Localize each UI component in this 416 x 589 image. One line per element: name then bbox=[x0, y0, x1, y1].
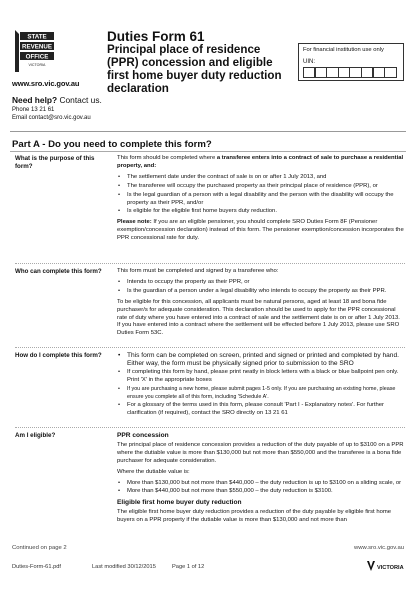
uin-cell[interactable] bbox=[349, 67, 361, 78]
uin-cell[interactable] bbox=[384, 67, 396, 78]
victoria-government-logo bbox=[367, 560, 405, 572]
svg-text:VICTORIA: VICTORIA bbox=[377, 565, 404, 571]
answer-who: This form must be completed and signed by a transferee who: • Intends to occupy the property as their PPR, or • Is the guardian of a person under a legal disability who intends to occupy the property as their PPR. To be eligible for this concession, all applicants must be natural persons, aged at least 18 and bona fide purchaser/s for adequate consideration. This declaration should be used to apply for the PPR concessional rate of duty where you have entered into a contract of sale and the settlement date is on or after 1 July 2013. If you have entered into a contract where the settlement will be effected before 1 July 2013, please use SRO Duties Form 53C. bbox=[117, 268, 404, 341]
logo-line-3: OFFICE bbox=[25, 53, 49, 61]
uin-cell[interactable] bbox=[361, 67, 373, 78]
divider bbox=[15, 263, 405, 264]
logo-line-1: STATE bbox=[27, 33, 47, 41]
continued-note: Continued on page 2 bbox=[12, 545, 67, 551]
question-purpose: What is the purpose of this form? bbox=[15, 155, 95, 170]
note: Please note: If you are an eligible pensioner, you should complete SRO Duties Form 8F (Pensioner exemption/concession declaration) instead of this form. The pensioner exemption/concession incorporates the PPR concessional rate for duty. bbox=[117, 219, 404, 242]
uin-input-grid[interactable] bbox=[303, 67, 396, 78]
answer-eligible: PPR concession The principal place of residence concession provides a reduction of the duty payable of up to $3100 on a PPR where the dutiable value is more than $130,000 but not more than $550,000 and the transferee is a bona fide purchaser for adequate consideration. Where the dutiable value is: • More than $130,000 but not more than $440,000 – the duty reduction is up to $3100 on a sliding scale, or • More than $440,000 but not more than $550,000 – the duty reduction is $3100. Eligible first home buyer duty reduction The eligible first home buyer duty reduction provides a reduction of the duty payable by eligible first home buyers on a PPR property if the dutiable value is more than $130,000 and not more than bbox=[117, 432, 404, 528]
question-who: Who can complete this form? bbox=[15, 268, 102, 275]
website-link[interactable]: www.sro.vic.gov.au bbox=[354, 545, 404, 551]
question-how: How do I complete this form? bbox=[15, 352, 102, 359]
logo-line-4: VICTORIA bbox=[28, 63, 46, 67]
list-item: • The settlement date under the contract of sale is on or after 1 July 2013, and bbox=[117, 174, 404, 182]
divider bbox=[10, 131, 406, 132]
footer-filename: Duties-Form-61.pdf bbox=[12, 564, 61, 570]
list-item: • Intends to occupy the property as their PPR, or bbox=[117, 279, 404, 287]
form-title: Principal place of residence (PPR) concession and eligible first home buyer duty reduction declaration bbox=[107, 43, 282, 95]
email[interactable]: Email contact@sro.vic.gov.au bbox=[12, 115, 91, 121]
uin-cell[interactable] bbox=[303, 67, 315, 78]
divider bbox=[15, 347, 405, 348]
divider bbox=[15, 427, 405, 428]
uin-cell[interactable] bbox=[326, 67, 338, 78]
list-item: • Is the legal guardian of a person with a legal disability and the person with the disability will occupy the property as their PPR, and/or bbox=[117, 192, 404, 208]
answer-purpose: This form should be completed where a transferee enters into a contract of sale to purchase a residential property, and: • The settlement date under the contract of sale is on or after 1 July 2013, and • The transferee will occupy the purchased property as their principal place of residence (PPR), or • Is the legal guardian of a person with a legal disability and the person with the disability will occupy the property as their PPR, and/or • Is eligible for the eligible first home buyers duty reduction. Please note: If you are an eligible pensioner, you should complete SRO Duties Form 8F (Pensioner exemption/concession declaration) instead of this form. The pensioner exemption/concession incorporates the PPR concessional rate for duty. bbox=[117, 155, 404, 246]
list-item: • The transferee will occupy the purchased property as their principal place of residence (PPR), or bbox=[117, 183, 404, 191]
answer-how bbox=[117, 352, 404, 421]
uin-cell[interactable] bbox=[315, 67, 327, 78]
contact-details bbox=[12, 106, 91, 122]
part-a-title: Part A - Do you need to complete this form? bbox=[12, 139, 212, 150]
financial-institution-box bbox=[298, 43, 404, 81]
list-item: • This form can be completed on screen, printed and signed or printed and completed by hand. Either way, the form must be physically signed prior to submission to the SRO bbox=[117, 352, 404, 368]
list-item: • Is the guardian of a person under a legal disability who intends to occupy the property as their PPR. bbox=[117, 288, 404, 296]
phone: Phone 13 21 61 bbox=[12, 107, 55, 113]
uin-cell[interactable] bbox=[373, 67, 385, 78]
need-help: Need help? Contact us. bbox=[12, 95, 102, 105]
list-item: • More than $440,000 but not more than $550,000 – the duty reduction is $3100. bbox=[117, 488, 404, 496]
list-item: • If completing this form by hand, please print neatly in block letters with a black or blue ballpoint pen only. Print 'X' in the appropriate boxes bbox=[117, 369, 404, 385]
list-item: • For a glossary of the terms used in this form, please consult 'Part I - Explanatory notes'. For further clarification (if required), contact the SRO directly on 13 21 61 bbox=[117, 402, 404, 418]
uin-label: UIN: bbox=[303, 59, 315, 65]
list-item: • More than $130,000 but not more than $440,000 – the duty reduction is up to $3100 on a sliding scale, or bbox=[117, 480, 404, 488]
footer-modified: Last modified 30/12/2015 bbox=[92, 564, 156, 570]
logo-line-2: REVENUE bbox=[22, 43, 52, 51]
form-number: Duties Form 61 bbox=[107, 29, 205, 44]
divider bbox=[10, 151, 406, 152]
list-item: • Is eligible for the eligible first home buyers duty reduction. bbox=[117, 208, 404, 216]
question-eligible: Am I eligible? bbox=[15, 432, 56, 439]
footer-page: Page 1 of 12 bbox=[172, 564, 205, 570]
fi-label: For financial institution use only bbox=[303, 47, 384, 53]
logo-url: www.sro.vic.gov.au bbox=[12, 79, 80, 88]
uin-cell[interactable] bbox=[338, 67, 350, 78]
list-item: • If you are purchasing a new home, please submit pages 1-5 only. If you are purchasing an existing home, please ensure you complete all of this form, including 'Schedule A'. bbox=[117, 386, 404, 402]
